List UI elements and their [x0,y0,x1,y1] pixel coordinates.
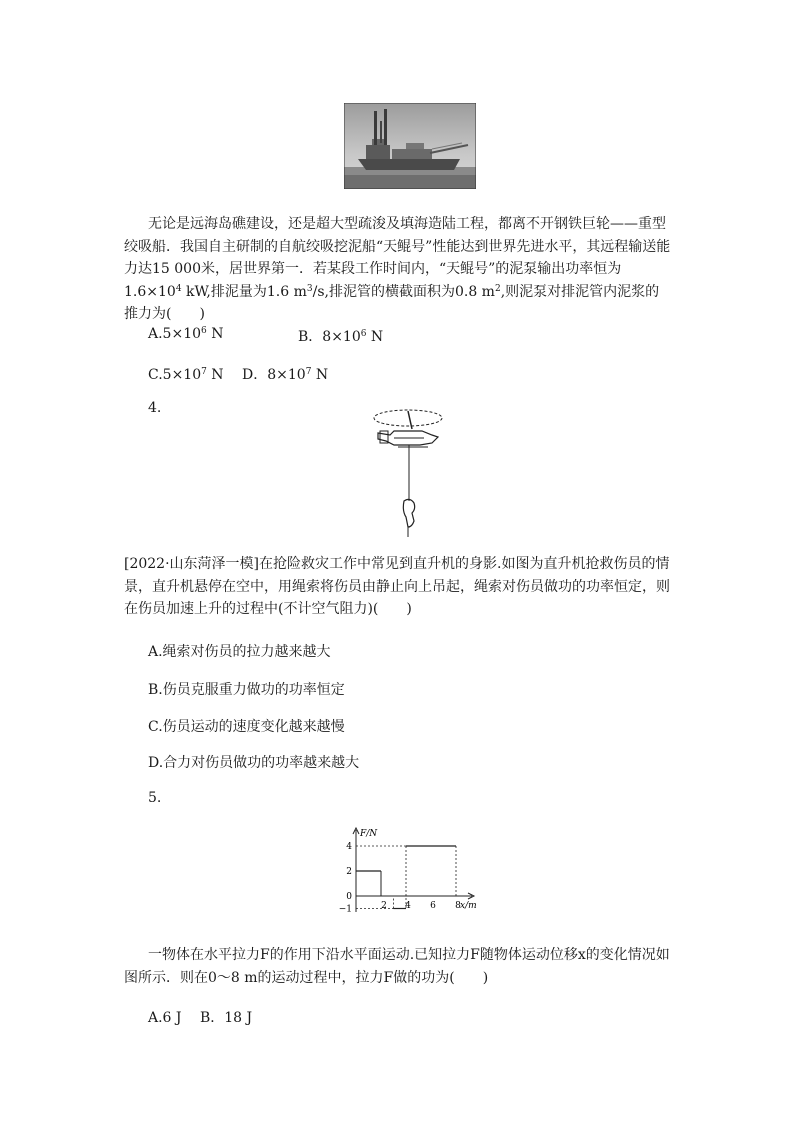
option-b: B．$8\times 10^6$ N [298,329,384,345]
question-4-number: 4. [148,400,162,416]
question-5-stem: 一物体在水平拉力F的作用下沿水平面运动.已知拉力F随物体运动位移x的变化情况如图所示．则在0～8 m的运动过程中，拉力F做的功为( ) [124,947,670,986]
q4-option-b: B.伤员克服重力做功的功率恒定 [148,682,345,698]
option-a: $A.5\times 10^6$ N [148,326,224,342]
question-5-number: 5. [148,790,162,806]
y-tick-label: −1 [338,904,352,915]
x-axis-label: x/m [460,901,477,911]
q4-option-d: D.合力对伤员做功的功率越来越大 [148,755,360,771]
y-axis-label: F/N [360,829,378,839]
q4-option-c: C.伤员运动的速度变化越来越慢 [148,719,345,735]
q5-options: A.6 J B．18 J [148,1010,253,1026]
x-tick-label: 8 [455,901,461,911]
x-tick-label: 4 [405,901,411,911]
option-c-d: $C.5\times 10^7$ N D．$8\times 10^7$ N [148,367,329,383]
y-tick-label: 4 [346,842,352,852]
helicopter-figure [372,405,444,540]
q4-option-a: A.绳索对伤员的拉力越来越大 [148,644,331,660]
x-tick-label: 6 [430,901,436,911]
y-tick-label: 0 [346,892,352,902]
question-3-stem: 无论是远海岛礁建设，还是超大型疏浚及填海造陆工程，都离不开钢铁巨轮——重型绞吸船．我国自主研制的自航绞吸挖泥船“天鲲号”性能达到世界先进水平，其远程输送能力达15 000米，居世界第一．若某段工作时间内，“天鲲号”的泥泵输出功率恒为$1.6\times 10^4$ kW,排泥量为1.6 $m^3/s$,排泥管的横截面积为0.8 $m^2$,则泥泵对排泥管内泥浆的推力为( ) [124,216,671,322]
ship-photo [344,103,476,189]
force-displacement-chart [336,826,496,918]
y-tick-label: 2 [346,867,352,877]
question-4-stem: [2022·山东菏泽一模]在抢险救灾工作中常见到直升机的身影.如图为直升机抢救伤员的情景，直升机悬停在空中，用绳索将伤员由静止向上吊起，绳索对伤员做功的功率恒定，则在伤员加速上升的过程中(不计空气阻力)( ) [124,556,670,617]
x-tick-label: 2 [381,901,387,911]
